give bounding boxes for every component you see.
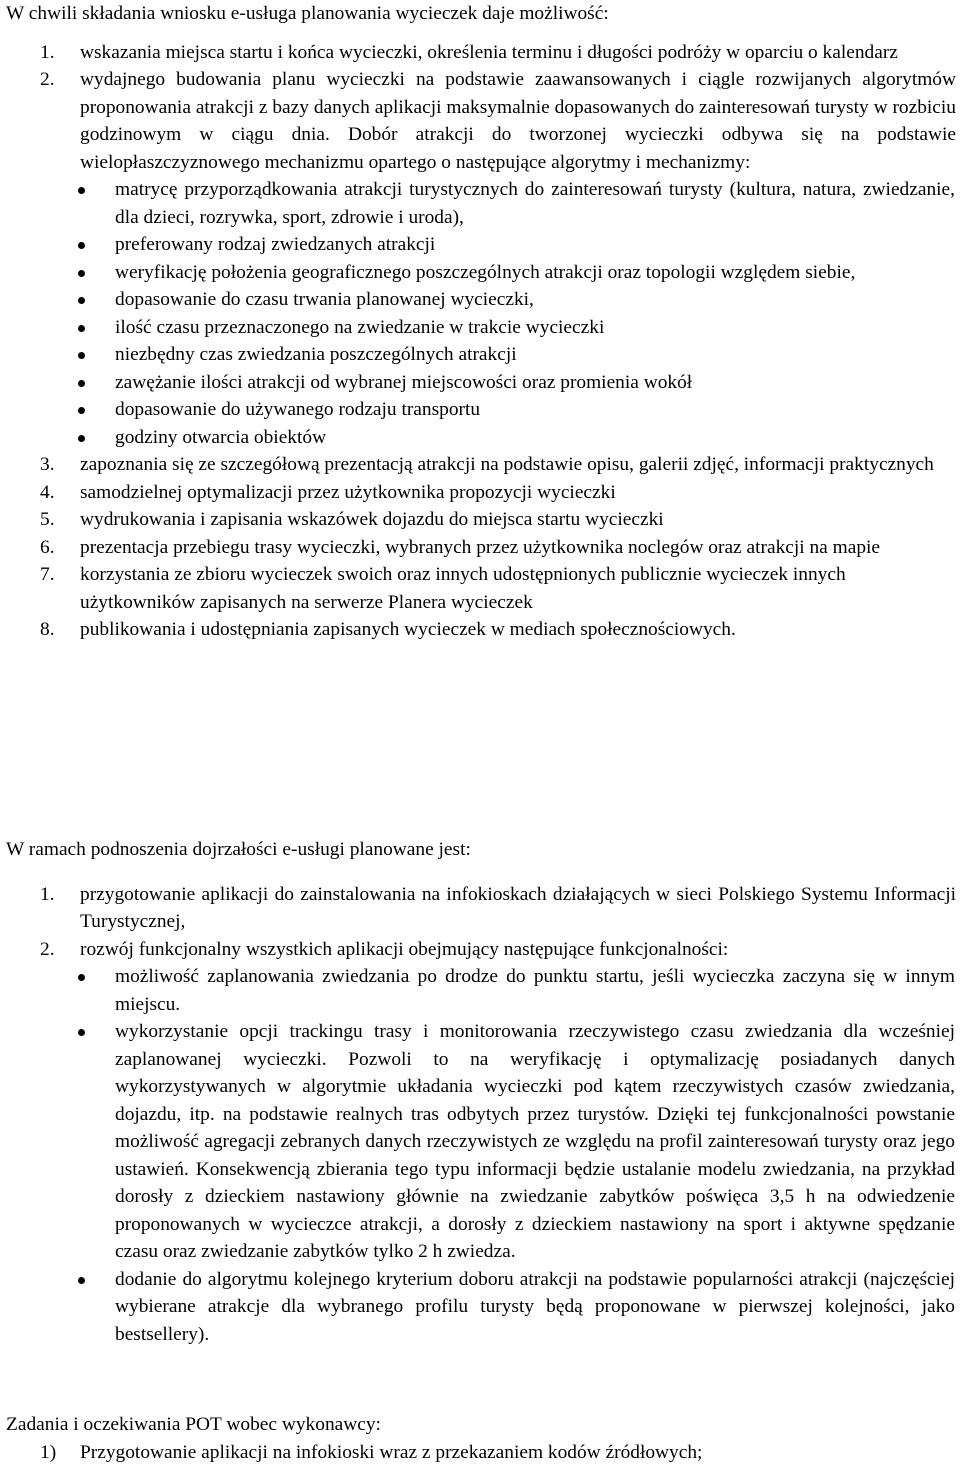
- item-number: 7.: [40, 561, 55, 589]
- list-item: [0, 534, 956, 562]
- bullet-dot: [78, 187, 85, 194]
- list-item: [0, 616, 956, 644]
- list-item: [0, 66, 956, 451]
- bullet-dot: [78, 1277, 85, 1284]
- item-number: 4.: [40, 479, 55, 507]
- item-number: 2.: [40, 66, 55, 94]
- bullet-dot: [78, 352, 85, 359]
- section-maturity-plans: [0, 836, 960, 1348]
- functionality-bullets: [0, 963, 956, 1348]
- list-item: [0, 936, 956, 1349]
- item-number: 1): [40, 1439, 56, 1466]
- bullet-dot: [78, 270, 85, 277]
- list-item: [0, 451, 956, 479]
- bullet-dot: [78, 1029, 85, 1036]
- item-number: 1.: [40, 39, 55, 67]
- item-text: prezentacja przebiegu trasy wycieczki, wybranych przez użytkownika noclegów oraz atrakcji na mapie: [80, 537, 880, 558]
- item-text: korzystania ze zbioru wycieczek swoich oraz innych udostępnionych publicznie wycieczek innych użytkowników zapisanych na serwerze Planera wycieczek: [80, 564, 846, 613]
- bullet-item: dopasowanie do czasu trwania planowanej wycieczki,: [0, 286, 955, 314]
- item-number: 5.: [40, 506, 55, 534]
- capabilities-list: [0, 39, 960, 644]
- list-item: [0, 479, 956, 507]
- item-number: 6.: [40, 534, 55, 562]
- bullet-dot: [78, 325, 85, 332]
- item-number: 2.: [40, 936, 55, 964]
- intro-paragraph: W ramach podnoszenia dojrzałości e-usługi planowane jest:: [6, 836, 960, 864]
- bullet-item: ilość czasu przeznaczonego na zwiedzanie w trakcie wycieczki: [0, 314, 955, 342]
- item-text: samodzielnej optymalizacji przez użytkownika propozycji wycieczki: [80, 482, 616, 503]
- bullet-item: dodanie do algorytmu kolejnego kryterium doboru atrakcji na podstawie popularności atrakcji (najczęściej wybierane atrakcje dla wybranego profilu turysty będą proponowane w pierwszej kolejności, jako bestsellery).: [0, 1266, 955, 1349]
- bullet-item: niezbędny czas zwiedzania poszczególnych atrakcji: [0, 341, 955, 369]
- bullet-dot: [78, 242, 85, 249]
- item-text: rozwój funkcjonalny wszystkich aplikacji obejmujący następujące funkcjonalności:: [80, 936, 956, 964]
- list-item: [0, 506, 956, 534]
- bullet-item: dopasowanie do używanego rodzaju transportu: [0, 396, 955, 424]
- bullet-dot: [78, 380, 85, 387]
- list-item: [0, 561, 956, 616]
- section-pot-tasks: [0, 1411, 960, 1466]
- item-number: 3.: [40, 451, 55, 479]
- item-text: publikowania i udostępniania zapisanych wycieczek w mediach społecznościowych.: [80, 619, 736, 640]
- section-heading: Zadania i oczekiwania POT wobec wykonawcy:: [6, 1411, 960, 1439]
- item-text: wydrukowania i zapisania wskazówek dojazdu do miejsca startu wycieczki: [80, 509, 664, 530]
- bullet-item: preferowany rodzaj zwiedzanych atrakcji: [0, 231, 955, 259]
- item-number: 8.: [40, 616, 55, 644]
- item-text: przygotowanie aplikacji do zainstalowania na infokioskach działających w sieci Polskiego Systemu Informacji Turystycznej,: [80, 881, 956, 936]
- bullet-item: możliwość zaplanowania zwiedzania po drodze do punktu startu, jeśli wycieczka zaczyna się w innym miejscu.: [0, 963, 955, 1018]
- bullet-item: weryfikację położenia geograficznego poszczególnych atrakcji oraz topologii względem siebie,: [0, 259, 955, 287]
- bullet-dot: [78, 407, 85, 414]
- bullet-dot: [78, 974, 85, 981]
- section-eservice-capabilities: [0, 0, 960, 644]
- bullet-item: zawężanie ilości atrakcji od wybranej miejscowości oraz promienia wokół: [0, 369, 955, 397]
- bullet-item: wykorzystanie opcji trackingu trasy i monitorowania rzeczywistego czasu zwiedzania dla wcześniej zaplanowanej wycieczki. Pozwoli to na weryfikację i optymalizację posiadanych danych wykorzystywanych w algorytmie układania wycieczki pod kątem rzeczywistych czasów zwiedzania, dojazdu, itp. na podstawie realnych tras odbytych przez turystów. Dzięki tej funkcjonalności powstanie możliwość agregacji zebranych danych rzeczywistych ze względu na profil zainteresowań turysty oraz jego ustawień. Konsekwencją zbierania tego typu informacji będzie ustalanie modelu zwiedzania, na przykład dorosły z dzieckiem nastawiony głównie na zwiedzanie zabytków poświęca 3,5 h na odwiedzenie proponowanych w wycieczce atrakcji, a dorosły z dzieckiem nastawiony na sport i aktywne spędzanie czasu oraz zwiedzanie zabytków tylko 2 h zwiedza.: [0, 1018, 955, 1266]
- intro-paragraph: W chwili składania wniosku e-usługa planowania wycieczek daje możliwość:: [6, 0, 960, 28]
- item-text: wskazania miejsca startu i końca wycieczki, określenia terminu i długości podróży w oparciu o kalendarz: [80, 42, 898, 63]
- tasks-list: [0, 1439, 960, 1466]
- bullet-dot: [78, 297, 85, 304]
- bullet-dot: [78, 435, 85, 442]
- item-number: 1.: [40, 881, 55, 909]
- list-item: [0, 39, 956, 67]
- algorithm-bullets: [0, 176, 956, 451]
- item-text: zapoznania się ze szczegółową prezentacją atrakcji na podstawie opisu, galerii zdjęć, informacji praktycznych: [80, 454, 934, 475]
- plans-list: [0, 881, 960, 1349]
- bullet-item: matrycę przyporządkowania atrakcji turystycznych do zainteresowań turysty (kultura, natura, zwiedzanie, dla dzieci, rozrywka, sport, zdrowie i uroda),: [0, 176, 955, 231]
- list-item: [0, 1439, 960, 1466]
- item-text: Przygotowanie aplikacji na infokioski wraz z przekazaniem kodów źródłowych;: [80, 1442, 702, 1463]
- bullet-item: godziny otwarcia obiektów: [0, 424, 955, 452]
- list-item: [0, 881, 956, 936]
- item-text: wydajnego budowania planu wycieczki na podstawie zaawansowanych i ciągle rozwijanych algorytmów proponowania atrakcji z bazy danych aplikacji maksymalnie dopasowanych do zainteresowań turysty w rozbiciu godzinowym w ciągu dnia. Dobór atrakcji do tworzonej wycieczki odbywa się na podstawie wielopłaszczyznowego mechanizmu opartego o następujące algorytmy i mechanizmy:: [80, 66, 956, 176]
